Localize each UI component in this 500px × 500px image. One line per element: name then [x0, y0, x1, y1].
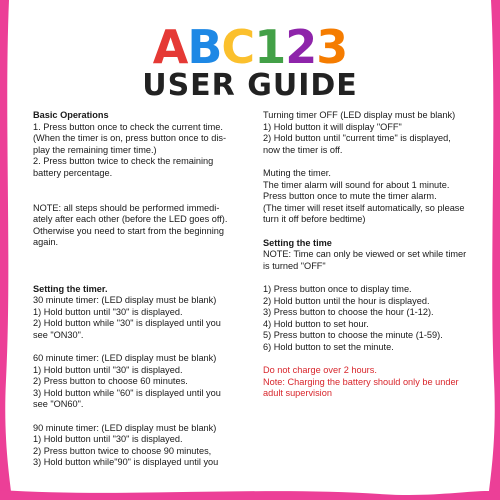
text-line: 3) Press button to choose the hour (1-12). — [263, 307, 434, 318]
abc123-logo — [0, 20, 500, 74]
text-line: play the remaining timer time.) — [33, 144, 157, 155]
text-line: again. — [33, 237, 59, 248]
logo-letter: B — [187, 20, 222, 74]
text-line: NOTE: all steps should be performed immedi- — [33, 202, 220, 213]
text-line: battery percentage. — [33, 167, 113, 178]
text-line: Muting the timer. — [263, 167, 331, 178]
timer-off-text — [263, 110, 483, 156]
text-line: see "ON30". — [33, 329, 84, 340]
setting-timer-heading: Setting the timer. — [33, 283, 108, 294]
time-steps-text — [263, 284, 483, 354]
logo-letter: 2 — [285, 20, 317, 74]
left-column — [33, 110, 243, 469]
text-line: turn it off before bedtime) — [263, 214, 366, 225]
text-line: 2) Press button to choose 60 minutes. — [33, 376, 188, 387]
text-line: 3) Hold button while "60" is displayed until you — [33, 387, 221, 398]
text-line: ately after each other (before the LED goes off). — [33, 214, 228, 225]
logo-letter: A — [152, 20, 188, 74]
basic-operations-heading: Basic Operations — [33, 110, 109, 120]
text-line: 1. Press button once to check the current time. — [33, 121, 223, 132]
timer-90-text — [33, 423, 243, 469]
text-line: Press button once to mute the timer alarm. — [263, 191, 437, 202]
text-line: 1) Press button once to display time. — [263, 283, 412, 294]
timer-60-text — [33, 353, 243, 411]
text-line: 3) Hold button while"90" is displayed until you — [33, 457, 219, 468]
time-note-text — [263, 249, 483, 272]
text-line: NOTE: Time can only be viewed or set while timer — [263, 249, 467, 260]
text-line: 4) Hold button to set hour. — [263, 318, 369, 329]
text-line: 1) Hold button until "30" is displayed. — [33, 434, 183, 445]
right-column — [263, 110, 483, 400]
bottom-pink-wave-decoration — [0, 482, 500, 500]
basic-operations-text — [33, 122, 243, 180]
text-line: 6) Hold button to set the minute. — [263, 341, 394, 352]
logo-letter: 3 — [316, 20, 348, 74]
charging-warning-text — [263, 365, 483, 400]
text-line: 2. Press button twice to check the remaining — [33, 156, 214, 167]
page-title: USER GUIDE — [142, 68, 358, 103]
text-line: 2) Hold button while "30" is displayed until you — [33, 318, 221, 329]
text-line: is turned "OFF" — [263, 260, 326, 271]
text-line: Otherwise you need to start from the beginning — [33, 225, 225, 236]
text-line: 2) Hold button until "current time" is displayed, — [263, 133, 451, 144]
text-line: Do not charge over 2 hours. — [263, 365, 377, 376]
text-line: Turning timer OFF (LED display must be blank) — [263, 110, 456, 120]
note-text — [33, 203, 243, 249]
text-line: see "ON60". — [33, 399, 84, 410]
text-line: 90 minute timer: (LED display must be blank) — [33, 422, 217, 433]
text-line: 30 minute timer: (LED display must be blank) — [33, 295, 217, 306]
text-line: now the timer is off. — [263, 144, 343, 155]
text-line: (The timer will reset itself automatically, so please — [263, 202, 465, 213]
text-line: 2) Press button twice to choose 90 minutes, — [33, 445, 212, 456]
text-line: Note: Charging the battery should only be under — [263, 376, 459, 387]
timer-30-text — [33, 295, 243, 341]
text-line: 1) Hold button it will display "OFF" — [263, 121, 402, 132]
text-line: The timer alarm will sound for about 1 minute. — [263, 179, 450, 190]
logo-letter: C — [221, 20, 255, 74]
text-line: 1) Hold button until "30" is displayed. — [33, 306, 183, 317]
mute-timer-text — [263, 168, 483, 226]
text-line: 60 minute timer: (LED display must be blank) — [33, 353, 217, 364]
text-line: 2) Hold button until the hour is displayed. — [263, 295, 430, 306]
text-line: adult supervision — [263, 388, 332, 399]
text-line: 1) Hold button until "30" is displayed. — [33, 364, 183, 375]
setting-time-heading: Setting the time — [263, 237, 332, 248]
text-line: (When the timer is on, press button once to dis- — [33, 133, 227, 144]
text-line: 5) Press button to choose the minute (1-59). — [263, 330, 443, 341]
logo-letter: 1 — [254, 20, 286, 74]
